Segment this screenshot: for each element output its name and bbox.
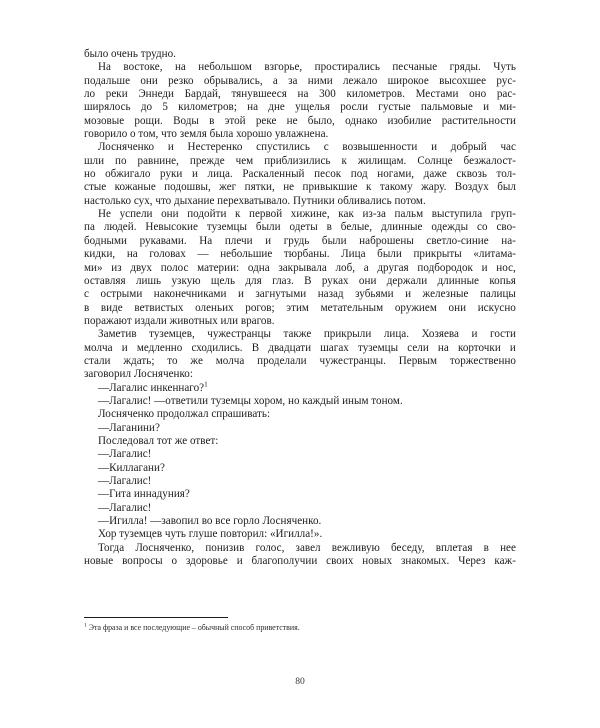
text-line: Хор туземцев чуть глуше повторил: «Игилла!». <box>98 528 323 541</box>
text-word: ними <box>307 74 333 87</box>
body-text-block <box>84 48 516 568</box>
text-word: ущелья <box>295 101 330 114</box>
text-line: —Лаганини? <box>98 421 160 434</box>
text-word: Раскаленный <box>242 168 305 181</box>
text-word: ло <box>84 88 96 101</box>
text-word: выступила <box>431 208 483 221</box>
text-word: Не <box>98 208 111 221</box>
text-word: час <box>500 141 516 154</box>
text-word: молча <box>215 354 245 367</box>
text-word: за <box>288 74 298 87</box>
text-word: возвышенности <box>342 141 418 154</box>
text-word: и <box>405 288 412 301</box>
text-word: вопросы <box>122 555 163 568</box>
text-word: добрый <box>450 141 487 154</box>
text-line <box>84 208 516 221</box>
text-word: простирались <box>314 61 380 74</box>
text-word: Бардай, <box>184 88 221 101</box>
text-line <box>84 302 516 315</box>
text-word: в <box>84 301 90 314</box>
text-word: шли <box>84 154 105 167</box>
text-word: новые <box>84 555 114 568</box>
text-word: подбородок <box>417 261 473 274</box>
text-word: копья <box>489 274 516 287</box>
text-line <box>84 235 516 248</box>
text-word: хижине, <box>290 208 330 221</box>
text-line <box>84 141 516 154</box>
text-line: —Гита иннадуния? <box>98 488 190 501</box>
text-word: ми» <box>84 261 103 274</box>
text-line <box>84 262 516 275</box>
footnote-separator-rule <box>84 617 228 618</box>
text-word: Лосняченко, <box>135 541 195 554</box>
text-word: небольшие <box>220 248 273 261</box>
text-word: сво- <box>496 221 516 234</box>
text-word: были <box>255 221 281 234</box>
text-line: —Киллагани? <box>98 461 165 474</box>
text-line: Последовал тот же ответ: <box>98 434 219 447</box>
text-word: сквозь <box>456 168 487 181</box>
text-word: Нестеренко <box>187 141 243 154</box>
text-line: —Игилла! —завопил во все горло Лосняченко. <box>98 515 322 528</box>
text-word: лоб, <box>335 261 356 274</box>
text-line: —Лагалис! <box>98 475 152 487</box>
text-word: своих <box>326 555 354 568</box>
text-word: па <box>84 221 95 234</box>
text-word: к <box>341 154 347 167</box>
text-word: и <box>121 341 128 354</box>
text-word: жег <box>219 181 237 194</box>
text-word: на <box>297 88 309 101</box>
text-word: голос, <box>255 541 285 554</box>
text-word: и <box>167 141 174 154</box>
text-word: понизив <box>205 541 245 554</box>
text-word: беседу, <box>391 541 425 554</box>
text-word: ждать; <box>123 354 155 367</box>
text-word: но <box>84 168 96 181</box>
text-word: были <box>377 248 402 261</box>
text-word: дне <box>268 101 285 114</box>
text-word: в <box>483 541 489 554</box>
text-line <box>84 181 516 194</box>
text-word: для <box>245 274 262 287</box>
text-word: мозовые <box>84 114 125 127</box>
text-word: высохшее <box>439 74 487 87</box>
text-word: одеты <box>289 221 318 234</box>
text-word: виде <box>100 301 123 314</box>
text-word: а <box>272 74 278 87</box>
text-word: и <box>431 141 438 154</box>
text-line <box>84 542 516 555</box>
text-line: поражают издали животных или врагов. <box>84 314 275 327</box>
text-word: материи: <box>197 261 240 274</box>
text-word: руках <box>321 274 349 287</box>
text-word: на <box>126 248 138 261</box>
text-word: к <box>235 208 241 221</box>
text-word: успели <box>119 208 153 221</box>
text-word: тянувшееся <box>231 88 287 101</box>
text-line <box>84 155 516 168</box>
text-word: подойти <box>187 208 227 221</box>
text-word: знакомых. <box>400 555 450 568</box>
text-word: груп- <box>490 208 516 221</box>
text-word: километров; <box>178 101 237 114</box>
text-word: полос <box>160 261 189 274</box>
text-word: метательным <box>320 301 384 314</box>
text-word: и <box>191 168 198 181</box>
text-word: пятки, <box>244 181 275 194</box>
text-word: песок <box>314 168 342 181</box>
text-word: Местами <box>415 88 459 101</box>
text-word: Заметив <box>98 328 137 341</box>
text-word: бодными <box>84 234 128 247</box>
text-word: широкое <box>387 74 429 87</box>
text-word: прикрыты <box>413 248 462 261</box>
text-word: песчаные <box>392 61 438 74</box>
text-word: и <box>483 101 490 114</box>
text-word: даже <box>423 168 447 181</box>
text-word: плечи <box>224 234 253 247</box>
text-word: прикрыли <box>323 328 372 341</box>
text-word: не <box>286 114 298 127</box>
text-word: наброшены <box>359 234 414 247</box>
text-word: оленьих <box>195 301 234 314</box>
text-word: привыкшие <box>302 181 358 194</box>
text-line: —Лагалис! <box>98 448 152 461</box>
text-word: не <box>283 181 295 194</box>
text-word: километров. <box>346 88 405 101</box>
text-word: кожаные <box>114 181 156 194</box>
text-line <box>84 88 516 101</box>
text-word: здоровье <box>185 555 228 568</box>
text-word: прежде <box>189 154 225 167</box>
text-word: безжалост- <box>463 154 516 167</box>
text-word: чужестранцы <box>207 328 271 341</box>
text-word: чем <box>235 154 254 167</box>
text-word: ми- <box>499 101 516 114</box>
text-word: оно <box>469 88 487 101</box>
text-word: этой <box>224 114 246 127</box>
text-word: на- <box>501 234 516 247</box>
text-word: туземцы <box>206 221 247 234</box>
text-word: были <box>321 234 347 247</box>
text-word: оставляя <box>84 274 126 287</box>
text-line: —Лагалис инкеннаго?$^1$ <box>98 379 208 394</box>
text-word: белые, <box>340 221 373 234</box>
text-word: Солнце <box>417 154 453 167</box>
footnote-area <box>84 617 516 633</box>
text-word: тол- <box>496 168 516 181</box>
text-word: из <box>111 261 122 274</box>
text-word: лица. <box>207 168 233 181</box>
text-word: головах <box>149 248 186 261</box>
text-word: руки <box>160 168 183 181</box>
text-word: то <box>167 354 178 367</box>
text-word: грудь <box>283 234 310 247</box>
text-line: заговорил Лосняченко: <box>84 368 193 381</box>
text-word: однако <box>345 114 378 127</box>
footnote-number: 1 <box>84 622 87 629</box>
text-word: был <box>497 181 516 194</box>
text-word: они <box>358 274 377 287</box>
text-word: кидки, <box>84 248 116 261</box>
text-word: искусно <box>477 301 516 314</box>
text-word: На <box>98 61 111 74</box>
text-word: длинные <box>380 221 423 234</box>
text-word: Первым <box>398 354 438 367</box>
text-word: Хозяева <box>421 328 459 341</box>
text-word: было, <box>307 114 335 127</box>
text-word: они <box>161 208 179 221</box>
text-word: гости <box>490 328 516 341</box>
text-word: такому <box>379 181 413 194</box>
text-word: они <box>140 74 158 87</box>
text-word: нее <box>500 541 516 554</box>
text-word: другая <box>377 261 409 274</box>
text-word: подошвы, <box>164 181 211 194</box>
text-word: лишь <box>135 274 162 287</box>
text-word: взгорье, <box>264 61 303 74</box>
text-word: пальмовые <box>420 101 473 114</box>
text-word: они <box>448 301 467 314</box>
text-word: а <box>363 261 369 274</box>
text-word: под <box>350 168 368 181</box>
text-word: палицы <box>479 288 516 301</box>
text-word: шагах <box>320 341 349 354</box>
text-word: ветвистых <box>134 301 184 314</box>
text-word: глаз. <box>272 274 294 287</box>
text-line <box>84 275 516 288</box>
text-word: завел <box>295 541 321 554</box>
text-word: туземцы <box>357 341 399 354</box>
text-word: ширялось <box>84 101 131 114</box>
text-word: подальше <box>84 74 131 87</box>
text-word: одежды <box>431 221 469 234</box>
text-word: Воды <box>173 114 199 127</box>
text-word: на <box>174 61 186 74</box>
text-word: и <box>481 261 488 274</box>
text-word: молча <box>84 341 113 354</box>
text-word: реке <box>255 114 277 127</box>
text-word: резко <box>168 74 194 87</box>
text-word: В <box>304 274 312 287</box>
text-word: и <box>236 555 243 568</box>
text-word: длинные <box>437 274 479 287</box>
text-word: оружием <box>394 301 437 314</box>
text-word: каж- <box>494 555 516 568</box>
text-word: чужестранцы. <box>319 354 386 367</box>
text-word: с <box>84 288 89 301</box>
text-word: двух <box>130 261 152 274</box>
text-word: приблизились <box>264 154 331 167</box>
text-line <box>84 288 516 301</box>
footnote-reference-marker[interactable]: 1 <box>204 379 208 388</box>
text-word: ногами, <box>377 168 415 181</box>
text-word: Невысокие <box>145 221 198 234</box>
text-word: тюрбаны. <box>283 248 330 261</box>
text-word: торжественно <box>449 354 516 367</box>
text-word: и <box>471 328 478 341</box>
text-word: острыми <box>100 288 143 301</box>
text-word: узкую <box>171 274 201 287</box>
text-word: корточки <box>457 341 501 354</box>
text-word: людей. <box>103 221 137 234</box>
text-word: небольшом <box>198 61 252 74</box>
text-word: сходились. <box>191 341 243 354</box>
text-line <box>84 168 516 181</box>
text-word: спустились <box>256 141 310 154</box>
text-line: было очень трудно. <box>84 48 176 60</box>
text-word: густые <box>378 101 411 114</box>
text-word: «литама- <box>473 248 516 261</box>
text-word: этим <box>286 301 309 314</box>
page-number: 80 <box>295 676 305 687</box>
text-word: Чуть <box>493 61 516 74</box>
text-line: —Лагалис! —ответили туземцы хором, но каждый иным тоном. <box>98 394 403 407</box>
text-word: лежало <box>342 74 378 87</box>
text-word: обрывались, <box>203 74 263 87</box>
text-word: рус- <box>496 74 516 87</box>
text-word: наконечниками <box>153 288 227 301</box>
text-word: со <box>477 221 488 234</box>
text-word: на <box>247 101 259 114</box>
text-line <box>84 61 516 74</box>
text-word: пальм <box>394 208 424 221</box>
text-word: и <box>265 234 272 247</box>
text-word: росли <box>340 101 369 114</box>
text-word: как <box>338 208 354 221</box>
text-word: растительности <box>441 114 516 127</box>
text-line <box>84 75 516 88</box>
text-word: равнине, <box>137 154 179 167</box>
text-word: из-за <box>362 208 386 221</box>
text-word: стые <box>84 181 107 194</box>
text-word: же <box>190 354 203 367</box>
text-word: стали <box>84 354 111 367</box>
text-word: жару. <box>421 181 447 194</box>
text-word: двадцати <box>268 341 312 354</box>
text-word: туземцев, <box>149 328 195 341</box>
text-word: изобилие <box>387 114 432 127</box>
text-word: вежливую <box>331 541 380 554</box>
text-word: сели <box>407 341 429 354</box>
text-line: говорило о том, что земля была хорошо увлажнена. <box>84 128 329 141</box>
text-line <box>84 342 516 355</box>
text-word: В <box>251 341 260 354</box>
text-word: щель <box>210 274 236 287</box>
text-word: — <box>197 248 209 261</box>
text-line <box>84 355 516 368</box>
text-word: и <box>509 341 516 354</box>
text-line: настолько сух, что дыхание перехватывало. Путники обливались потом. <box>84 194 426 207</box>
text-word: к <box>366 181 372 194</box>
text-word: также <box>283 328 312 341</box>
text-line <box>84 248 516 261</box>
text-word: востоке, <box>123 61 163 74</box>
text-word: Через <box>458 555 486 568</box>
text-word: рас- <box>496 88 516 101</box>
text-word: рогов; <box>245 301 275 314</box>
text-word: благополучии <box>251 555 318 568</box>
text-word: с <box>323 141 329 154</box>
footnote-body: Эта фраза и все последующие – обычный способ приветствия. <box>86 623 300 632</box>
text-word: проделали <box>257 354 307 367</box>
text-word: светло-синие <box>426 234 489 247</box>
text-line <box>84 555 516 568</box>
text-line <box>84 328 516 341</box>
text-word: Эннеди <box>138 88 175 101</box>
text-word: Тогда <box>98 541 125 554</box>
text-word: реки <box>105 88 128 101</box>
text-word: одна <box>247 261 270 274</box>
text-word: 300 <box>319 88 336 101</box>
text-word: зубьями <box>355 288 394 301</box>
text-word: гряды. <box>449 61 481 74</box>
text-line <box>84 101 516 114</box>
text-word: вплетая <box>435 541 473 554</box>
text-word: о <box>171 555 178 568</box>
text-word: в <box>326 221 332 234</box>
text-word: держали <box>386 274 428 287</box>
text-word: На <box>199 234 213 247</box>
text-word: новых <box>362 555 393 568</box>
text-word: Лица <box>341 248 366 261</box>
text-word: загнутыми <box>255 288 307 301</box>
footnote-text <box>84 623 516 633</box>
text-word: рукавами. <box>139 234 187 247</box>
text-word: нос, <box>496 261 516 274</box>
text-line <box>84 115 516 128</box>
text-word: лица. <box>383 328 410 341</box>
text-line: —Лагалис! <box>98 501 152 514</box>
text-word: рощи. <box>134 114 163 127</box>
text-word: и <box>237 288 244 301</box>
text-word: 5 <box>162 101 168 114</box>
text-line <box>84 221 516 234</box>
text-line: Лосняченко продолжал спрашивать: <box>98 408 271 421</box>
text-word: жилищам. <box>357 154 407 167</box>
text-word: в <box>209 114 215 127</box>
text-word: первой <box>249 208 283 221</box>
text-word: железные <box>422 288 469 301</box>
text-word: обжигало <box>105 168 151 181</box>
text-word: Лосняченко <box>98 141 155 154</box>
text-word: на <box>437 341 449 354</box>
text-word: Воздух <box>454 181 489 194</box>
text-word: назад <box>317 288 344 301</box>
text-word: закрывала <box>278 261 327 274</box>
text-word: по <box>115 154 127 167</box>
text-word: до <box>140 101 153 114</box>
text-word: медленно <box>136 341 183 354</box>
